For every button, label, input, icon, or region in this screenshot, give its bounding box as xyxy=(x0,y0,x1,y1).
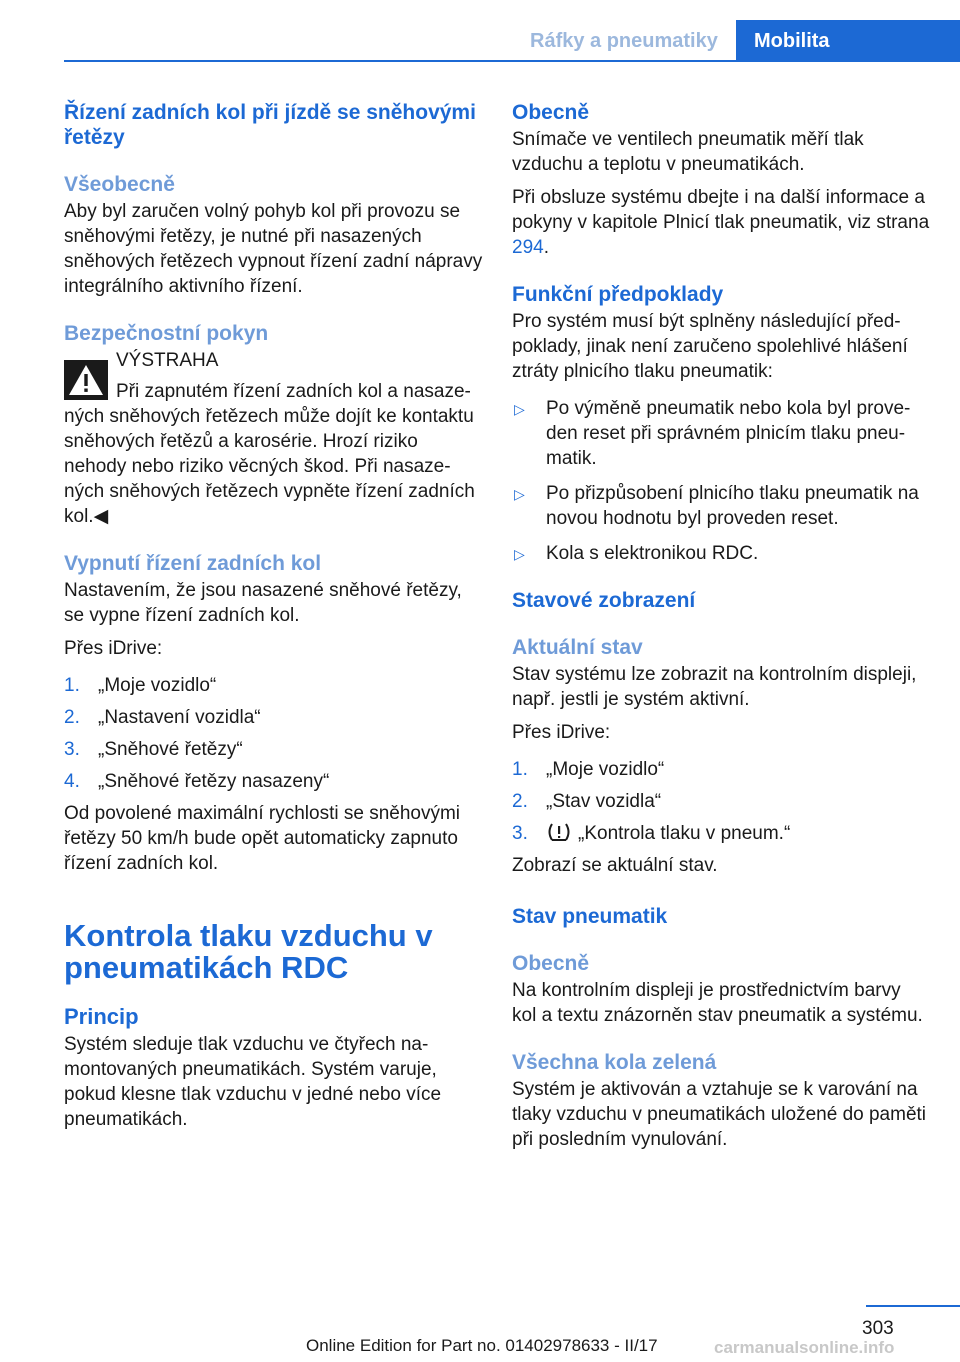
general-heading: Všeobecně xyxy=(64,173,175,196)
header-section-title: Ráfky a pneumatiky xyxy=(530,30,718,52)
info-paragraph: Při obsluze systému dbejte i na další informace a pokyny v kapitole Plnicí tlak pneumatik, viz strana 294. xyxy=(512,187,930,258)
page-link[interactable]: 294 xyxy=(512,237,544,258)
via-idrive-label-right: Přes iDrive: xyxy=(512,722,611,743)
list-item: 3. „Sněhové řetězy“ xyxy=(64,739,243,760)
prerequisites-heading: Funkční předpoklady xyxy=(512,283,724,306)
tire-status-paragraph: Na kontrolním displeji je prostřednictvím barvy kol a textu znázorněn stav pneumatik a systému. xyxy=(512,980,923,1026)
general-heading-2: Obecně xyxy=(512,952,590,975)
shown-status-paragraph: Zobrazí se aktuální stav. xyxy=(512,855,718,876)
tire-pressure-icon xyxy=(546,822,572,842)
via-idrive-label: Přes iDrive: xyxy=(64,638,163,659)
header-divider xyxy=(64,60,736,62)
list-item: 4. „Sněhové řetězy nasazeny“ xyxy=(64,771,330,792)
warning-title: VÝSTRAHA xyxy=(116,350,219,371)
triangle-bullet-icon: ▷ xyxy=(514,401,525,417)
list-item: ▷ Kola s elektronikou RDC. xyxy=(512,541,930,566)
triangle-bullet-icon: ▷ xyxy=(514,546,525,562)
tire-status-heading: Stav pneumatik xyxy=(512,905,668,928)
footer-divider xyxy=(866,1305,960,1307)
sensors-paragraph: Snímače ve ventilech pneumatik měří tlak vzduchu a teplotu v pneumatikách. xyxy=(512,129,864,175)
status-steps-list xyxy=(512,757,930,846)
general-heading-right: Obecně xyxy=(512,101,590,124)
principle-paragraph: Systém sleduje tlak vzduchu ve čtyřech namontovaných pneumatikách. Systém varuje, pokud klesne tlak vzduchu v jedné nebo více pneumatikách. xyxy=(64,1034,442,1130)
auto-enable-paragraph: Od povolené maximální rychlosti se sněhovými řetězy 50 km/h bude opět automaticky zapnuto řízení zadních kol. xyxy=(64,803,461,874)
list-item: 2. „Stav vozidla“ xyxy=(512,791,662,812)
prerequisites-paragraph: Pro systém musí být splněny následující předpoklady, jinak není zaručeno spolehlivé hlášení ztráty plnicího tlaku pneumatik: xyxy=(512,311,908,382)
prerequisites-list xyxy=(512,396,930,566)
list-item: 1. „Moje vozidlo“ xyxy=(512,759,665,780)
warning-box xyxy=(64,348,484,529)
page-header xyxy=(0,0,960,62)
safety-heading: Bezpečnostní pokyn xyxy=(64,322,269,345)
status-display-heading: Stavové zobrazení xyxy=(512,589,696,612)
warning-triangle-icon xyxy=(64,360,108,400)
list-item: ▷ Po přizpůsobení plnicího tlaku pneumatik na novou hodnotu byl proveden reset. xyxy=(514,483,919,529)
rdc-chapter-title: Kontrola tlaku vzduchu v pneumatikách RDC xyxy=(64,918,433,985)
list-item: 3. „Kontrola tlaku v pneum.“ xyxy=(512,823,791,844)
current-status-paragraph: Stav systému lze zobrazit na kontrolním displeji, např. jestli je systém aktivní. xyxy=(512,664,917,710)
right-column xyxy=(512,100,930,1160)
all-wheels-green-heading: Všechna kola zelená xyxy=(512,1051,717,1074)
footer-edition: Online Edition for Part no. 01402978633 - II/17 xyxy=(306,1336,658,1355)
principle-heading: Princip xyxy=(64,1004,139,1029)
current-status-heading: Aktuální stav xyxy=(512,636,643,659)
disable-paragraph: Nastavením, že jsou nasazené sněhové řetězy, se vypne řízení zadních kol. xyxy=(64,580,462,626)
list-item: 1. „Moje vozidlo“ xyxy=(64,675,217,696)
warning-text: Při zapnutém řízení zadních kol a nasazených sněhových řetězech může dojít ke kontaktu sněhových řetězů a karosérie. Hrozí riziko nehody nebo riziko věcných škod. Při nasazených sněhových řetězech vypněte řízení zadních kol.◀ xyxy=(64,381,475,527)
list-item: ▷ Po výměně pneumatik nebo kola byl proveden reset při správném plnicím tlaku pneumatik. xyxy=(514,398,911,469)
section-title-rear-steering: Řízení zadních kol při jízdě se sněhovými řetězy xyxy=(64,101,476,149)
triangle-bullet-icon: ▷ xyxy=(514,486,525,502)
list-item: 2. „Nastavení vozidla“ xyxy=(64,707,261,728)
steps-list xyxy=(64,673,484,794)
all-wheels-green-paragraph: Systém je aktivován a vztahuje se k varování na tlaky vzduchu v pneumatikách uložené do paměti při posledním vynulování. xyxy=(512,1079,927,1150)
header-tab-label: Mobilita xyxy=(754,30,830,52)
page-number: 303 xyxy=(862,1318,894,1339)
disable-heading: Vypnutí řízení zadních kol xyxy=(64,552,322,575)
general-paragraph: Aby byl zaručen volný pohyb kol při provozu se sněhovými řetězy, je nutné při nasazených sněhových řetězech vypnout řízení zadní nápravy integrálního aktivního řízení. xyxy=(64,201,483,297)
header-tab xyxy=(736,20,960,62)
watermark: carmanualsonline.info xyxy=(714,1338,895,1357)
left-column xyxy=(64,100,484,1140)
